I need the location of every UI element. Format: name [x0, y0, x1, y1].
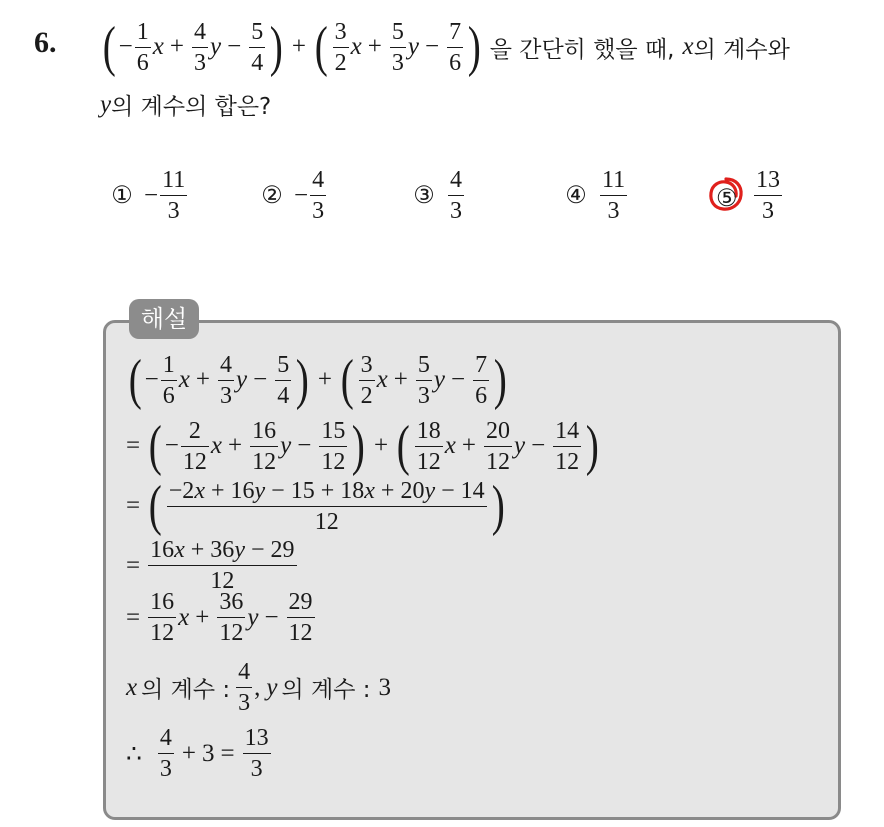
coefficient-line: x 의 계수 : $\frac{4}{3}$ , y 의 계수 : 3	[126, 659, 392, 716]
question-expression: ( − $\frac{1}{6}$ x + $\frac{4}{3}$ y − $\frac{5}{4}$ ) + ( $\frac{3}{2}$ x + $\frac{5}{3}$ y − $\frac{7}{6}$ ) 을 간단히 했을 때, x 의 계수와	[102, 16, 790, 78]
question-text: 을 간단히 했을 때,	[489, 36, 675, 63]
explanation-line-5: = $\frac{16}{12}$ x + $\frac{36}{12}$ y − $\frac{29}{12}$	[126, 589, 313, 646]
selected-mark: ⑤	[712, 179, 746, 213]
fraction: $\frac{3}{2}$	[334, 18, 347, 76]
question-text-2: 의 계수와	[693, 36, 790, 63]
fraction: $\frac{5}{3}$	[391, 18, 404, 76]
explanation-line-3: = ( $\frac{-2x + 16y - 15 + 18x + 20y - 14}{12}$ )	[126, 475, 505, 537]
explanation-line-1: ( − $\frac{1}{6}$ x + $\frac{4}{3}$ y − $\frac{5}{4}$ ) + ( $\frac{3}{2}$ x + $\frac{5}{3}$ y − $\frac{7}{6}$ )	[128, 349, 507, 411]
var-x: x	[682, 33, 694, 60]
choice-1[interactable]: ① − $\frac{11}{3}$	[111, 167, 186, 224]
question-line-2	[100, 88, 271, 121]
choice-2[interactable]: ② − $\frac{4}{3}$	[261, 167, 325, 224]
explanation-line-4: = $\frac{16x + 36y - 29}{12}$	[126, 537, 295, 594]
fraction: $\frac{4}{3}$	[193, 18, 206, 76]
choice-5[interactable]: ⑤ $\frac{13}{3}$	[712, 168, 784, 223]
therefore-line: ∴ $\frac{4}{3}$ + 3 = $\frac{13}{3}$	[126, 725, 269, 782]
question-number: 6.	[34, 26, 57, 59]
choice-marker: ②	[261, 181, 283, 209]
fraction: $\frac{1}{6}$	[136, 18, 149, 76]
question-text-3: 의 계수의 합은?	[111, 94, 272, 120]
choice-marker: ③	[413, 181, 435, 209]
fraction: $\frac{7}{6}$	[449, 18, 462, 76]
explanation-tag: 해설	[129, 299, 199, 339]
choice-4[interactable]: ④ $\frac{11}{3}$	[565, 167, 626, 224]
choice-marker: ④	[565, 181, 587, 209]
var-y: y	[100, 90, 112, 118]
explanation-line-2: = ( − $\frac{2}{12}$ x + $\frac{16}{12}$ y − $\frac{15}{12}$ ) + ( $\frac{18}{12}$ x + $\frac{20}{12}$ y − $\frac{14}{12}$ )	[126, 415, 600, 477]
choice-marker: ①	[111, 181, 133, 209]
choice-3[interactable]: ③ $\frac{4}{3}$	[413, 167, 462, 224]
fraction: $\frac{5}{4}$	[251, 18, 264, 76]
sign: −	[118, 33, 133, 60]
paren-open: (	[102, 16, 116, 78]
